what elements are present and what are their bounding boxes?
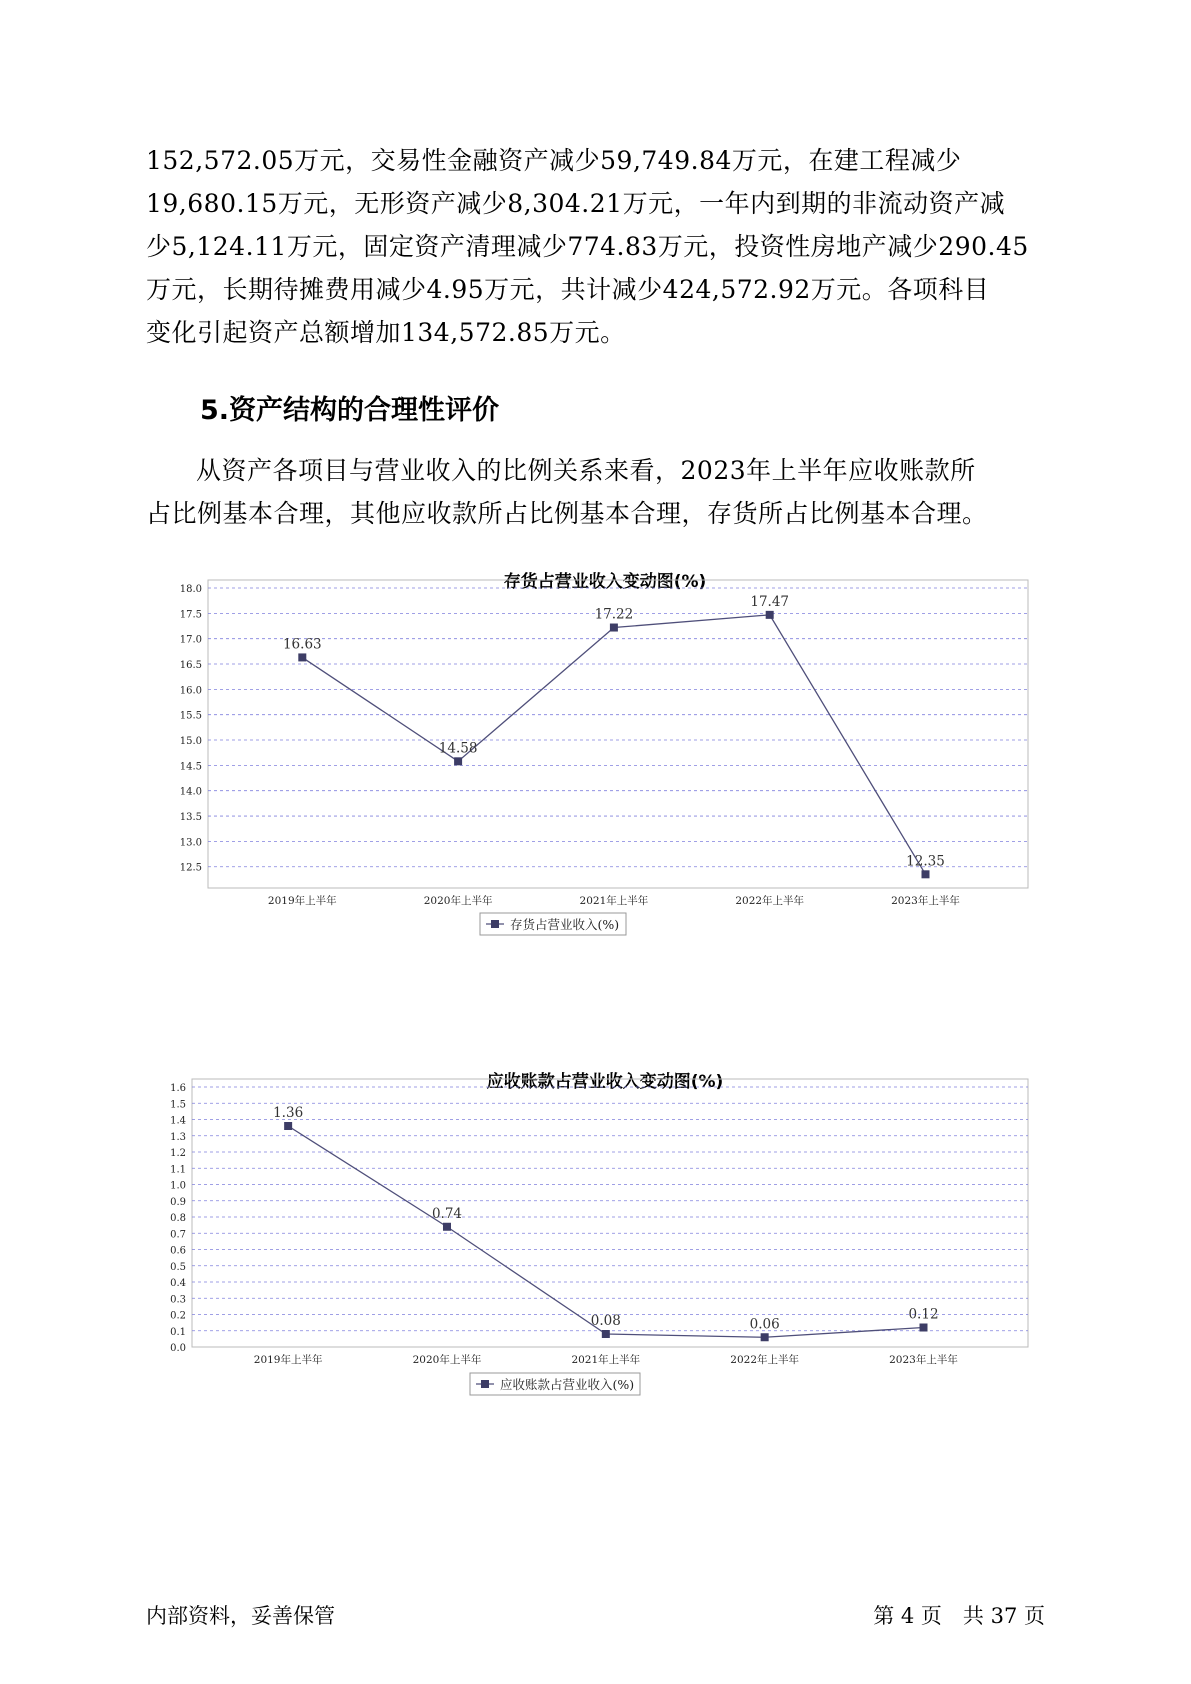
data-label: 17.22 <box>594 606 634 623</box>
data-label: 14.58 <box>438 740 478 757</box>
data-label: 0.74 <box>431 1205 463 1222</box>
data-point <box>454 757 462 765</box>
data-point <box>766 611 774 619</box>
data-label: 0.06 <box>749 1316 780 1333</box>
y-tick-label: 17.5 <box>179 609 202 621</box>
x-tick-label: 2023年上半年 <box>889 1354 958 1366</box>
y-tick-label: 0.4 <box>170 1278 186 1289</box>
y-tick-label: 16.5 <box>179 660 202 672</box>
chart-title: 应收账款占营业收入变动图(%) <box>486 1072 724 1092</box>
legend-label: 存货占营业收入(%) <box>510 917 620 932</box>
data-label: 12.35 <box>906 853 945 870</box>
y-tick-label: 12.5 <box>179 862 202 874</box>
series-line <box>302 615 925 874</box>
data-point <box>602 1330 610 1338</box>
section-line: 从资产各项目与营业收入的比例关系来看，2023年上半年应收账款所 <box>196 456 976 485</box>
body-line: 19,680.15万元，无形资产减少8,304.21万元，一年内到期的非流动资产减 <box>146 189 1006 218</box>
y-tick-label: 1.4 <box>170 1115 186 1127</box>
data-label: 0.12 <box>908 1306 939 1323</box>
footer-right: 第 4 页 共 37 页 <box>873 1604 1045 1628</box>
y-tick-label: 0.6 <box>170 1245 186 1257</box>
legend-marker <box>491 920 499 928</box>
x-tick-label: 2022年上半年 <box>735 895 805 907</box>
legend-label: 应收账款占营业收入(%) <box>500 1377 635 1392</box>
data-point <box>610 624 618 632</box>
body-paragraph <box>146 139 1046 354</box>
y-tick-label: 1.3 <box>170 1131 186 1143</box>
x-tick-label: 2023年上半年 <box>891 895 960 907</box>
inventory-chart-svg <box>180 565 1030 1025</box>
y-tick-label: 0.0 <box>170 1343 186 1354</box>
y-tick-label: 1.2 <box>170 1148 186 1159</box>
x-tick-label: 2022年上半年 <box>730 1354 800 1366</box>
section-paragraph <box>146 449 1046 535</box>
section-heading: 5.资产结构的合理性评价 <box>200 395 500 426</box>
data-point <box>443 1223 451 1231</box>
x-tick-label: 2020年上半年 <box>423 895 493 907</box>
data-point <box>922 870 930 878</box>
data-point <box>298 653 306 661</box>
x-tick-label: 2021年上半年 <box>571 1354 641 1366</box>
y-tick-label: 0.1 <box>170 1326 186 1338</box>
data-point <box>761 1333 769 1341</box>
data-label: 1.36 <box>273 1105 304 1121</box>
data-point <box>920 1324 928 1332</box>
y-tick-label: 13.0 <box>179 837 202 849</box>
body-line: 少5,124.11万元，固定资产清理减少774.83万元，投资性房地产减少290.45 <box>146 232 1029 261</box>
chart-title: 存货占营业收入变动图(%) <box>503 572 707 592</box>
y-tick-label: 14.5 <box>179 761 202 773</box>
plot-area <box>208 580 1028 888</box>
receivables-chart-svg <box>170 1065 1030 1525</box>
y-tick-label: 0.5 <box>170 1261 186 1273</box>
y-tick-label: 15.5 <box>179 710 202 722</box>
legend-marker <box>481 1380 489 1388</box>
receivables-chart <box>170 1065 1030 1525</box>
data-label: 16.63 <box>282 636 322 653</box>
data-label: 0.08 <box>590 1313 621 1329</box>
body-line: 变化引起资产总额增加134,572.85万元。 <box>146 318 626 347</box>
y-tick-label: 1.1 <box>170 1164 186 1176</box>
body-line: 万元，长期待摊费用减少4.95万元，共计减少424,572.92万元。各项科目 <box>146 275 990 304</box>
data-point <box>284 1122 292 1130</box>
x-tick-label: 2019年上半年 <box>267 895 337 907</box>
y-tick-label: 0.3 <box>170 1294 186 1306</box>
y-tick-label: 0.8 <box>170 1213 186 1224</box>
inventory-chart <box>180 565 1030 1025</box>
y-tick-label: 17.0 <box>179 634 202 646</box>
series-line <box>288 1126 923 1337</box>
body-line: 152,572.05万元，交易性金融资产减少59,749.84万元，在建工程减少 <box>146 146 962 175</box>
y-tick-label: 0.7 <box>170 1229 186 1241</box>
x-tick-label: 2021年上半年 <box>579 895 649 907</box>
y-tick-label: 15.0 <box>179 736 202 748</box>
y-tick-label: 1.6 <box>170 1083 186 1094</box>
x-tick-label: 2019年上半年 <box>253 1354 323 1366</box>
footer-left: 内部资料，妥善保管 <box>146 1604 335 1628</box>
y-tick-label: 18.0 <box>179 584 202 595</box>
y-tick-label: 0.9 <box>170 1196 186 1208</box>
y-tick-label: 1.0 <box>170 1180 186 1192</box>
y-tick-label: 1.5 <box>170 1099 186 1111</box>
y-tick-label: 0.2 <box>170 1310 186 1322</box>
y-tick-label: 16.0 <box>179 685 202 697</box>
section-line: 占比例基本合理，其他应收款所占比例基本合理，存货所占比例基本合理。 <box>146 499 988 528</box>
y-tick-label: 13.5 <box>179 812 202 824</box>
y-tick-label: 14.0 <box>179 786 202 798</box>
x-tick-label: 2020年上半年 <box>412 1354 482 1366</box>
data-label: 17.47 <box>750 593 790 610</box>
